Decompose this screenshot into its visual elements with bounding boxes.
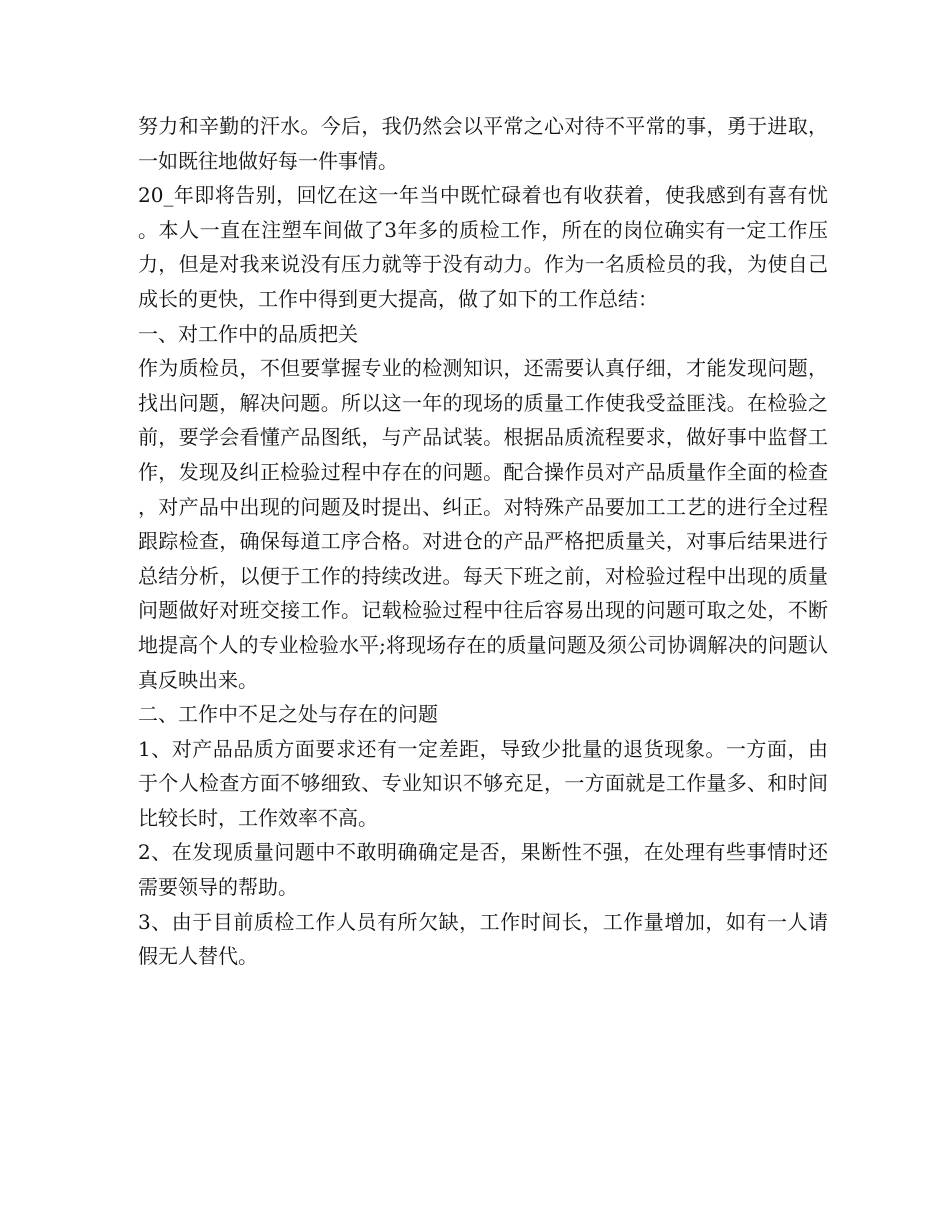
list-item-shortcoming-2: 2、在发现质量问题中不敢明确确定是否，果断性不强，在处理有些事情时还需要领导的帮助。	[138, 840, 828, 900]
list-item-shortcoming-1: 1、对产品品质方面要求还有一定差距，导致少批量的退货现象。一方面，由于个人检查方面不够细致、专业知识不够充足，一方面就是工作量多、和时间比较长时，工作效率不高。	[138, 736, 828, 830]
paragraph-introduction: 20_年即将告别，回忆在这一年当中既忙碌着也有收获着，使我感到有喜有忧。本人一直在注塑车间做了3年多的质检工作，所在的岗位确实有一定工作压力，但是对我来说没有压力就等于没有动力。作为一名质检员的我，为使自己成长的更快，工作中得到更大提高，做了如下的工作总结：	[138, 183, 828, 311]
section-heading-quality-control: 一、对工作中的品质把关	[138, 321, 358, 346]
paragraph-quality-control: 作为质检员，不但要掌握专业的检测知识，还需要认真仔细，才能发现问题，找出问题，解决问题。所以这一年的现场的质量工作使我受益匪浅。在检验之前，要学会看懂产品图纸，与产品试装。根据品质流程要求，做好事中监督工作，发现及纠正检验过程中存在的问题。配合操作员对产品质量作全面的检查，对产品中出现的问题及时提出、纠正。对特殊产品要加工工艺的进行全过程跟踪检查，确保每道工序合格。对进仓的产品严格把质量关，对事后结果进行总结分析，以便于工作的持续改进。每天下班之前，对检验过程中出现的质量问题做好对班交接工作。记载检验过程中往后容易出现的问题可取之处，不断地提高个人的专业检验水平;将现场存在的质量问题及须公司协调解决的问题认真反映出来。	[138, 356, 828, 692]
paragraph-closing-remarks: 努力和辛勤的汗水。今后，我仍然会以平常之心对待不平常的事，勇于进取，一如既往地做好每一件事情。	[138, 114, 828, 173]
section-heading-shortcomings: 二、工作中不足之处与存在的问题	[138, 702, 438, 727]
document-page	[138, 109, 828, 974]
list-item-shortcoming-3: 3、由于目前质检工作人员有所欠缺，工作时间长，工作量增加，如有一人请假无人替代。	[138, 909, 828, 969]
